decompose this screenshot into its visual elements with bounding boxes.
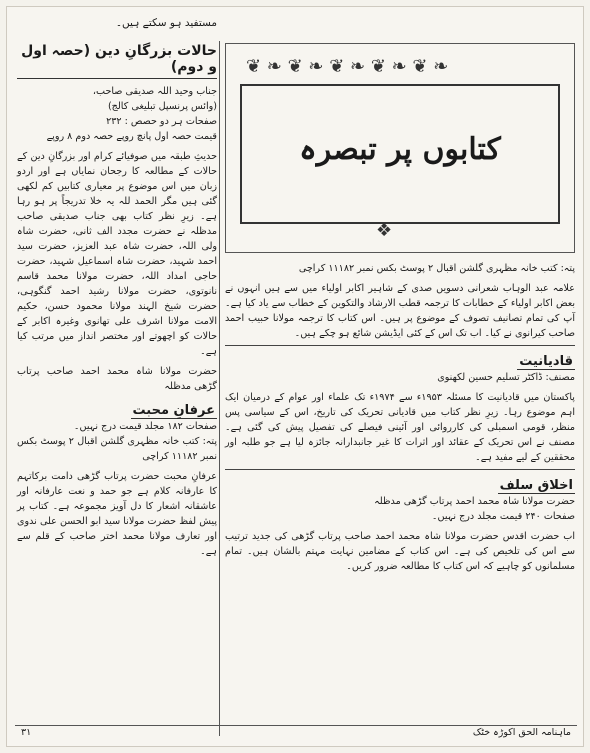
akhlaq-author: حضرت مولانا شاہ محمد احمد پرتاب گڑھی مدظلہ [374,496,575,507]
author-line: جناب وحید اللہ صدیقی صاحب، [92,86,217,97]
address-line: پتہ: کتب خانہ مظہری گلشن اقبال ۲ پوسٹ بکس نمبر ۱۱۱۸۲ کراچی [298,263,575,274]
sub-review-heading [17,399,217,419]
sub-review-title: عرفانِ محبت [132,403,215,418]
article-title: حالات بزرگانِ دین (حصہ اول و دوم) [17,43,217,79]
page-footer [15,725,577,740]
qadianiyat-title: قادیانیت [519,354,573,369]
divider [225,345,575,346]
top-note: مستفید ہو سکتے ہیں۔ [115,17,217,29]
left-column [17,43,217,733]
diamond-ornament-icon: ❖ [376,220,393,241]
banner-box [225,43,575,253]
scanned-page [6,6,584,747]
banner-frame [240,84,560,224]
sub-author: حضرت مولانا شاہ محمد احمد صاحب پرتاب گڑھی مدظلہ [17,366,217,392]
pages-line: صفحات ہر دو حصص : ۲۳۲ [106,116,217,127]
section-banner: کتابوں پر تبصرہ [299,132,501,167]
vine-ornament-icon: ❦ ❧ ❦ ❧ ❦ ❧ ❦ ❧ ❦ ❧ [246,56,449,77]
akhlaq-title: اخلاق سلف [499,478,573,493]
divider-2 [225,469,575,470]
sub-pages: صفحات ۱۸۲ مجلد قیمت درج نہیں۔ [73,421,217,432]
page-number: ۳۱ [21,727,32,738]
sub-address: پتہ: کتب خانہ مظہری گلشن اقبال ۲ پوسٹ بکس نمبر ۱۱۱۸۲ کراچی [17,436,217,462]
review-paragraph: حدیثِ طبقہ میں صوفیائے کرام اور بزرگانِ دین کے حالات کے مطالعہ کا رجحان نمایاں ہے اور اردو زبان میں اس موضوع پر معیاری کتابیں کم لکھی گئی ہیں مگر الحمد للہ یہ خلا تدریجاً پر ہو رہا ہے۔ زیرِ نظر کتاب بھی جناب صدیقی صاحب مدظلہ نے حضرت مجدد الف ثانی، حضرت شاہ ولی اللہ، حضرت شاہ عبد العزیز، حضرت سید احمد شہید، حضرت شاہ اسماعیل شہید، حضرت حاجی امداد اللہ، حضرت مولانا محمد قاسم نانوتوی، حضرت مولانا رشید احمد گنگوہی، حضرت شیخ الہند مولانا محمود حسن، حکیم الامت مولانا اشرف علی تھانوی وغیرہ اکابر کے حالات کو اچھوتے اور مختصر انداز میں مرتب کیا ہے۔ [17,151,217,357]
author-role: (وائس پرنسپل تبلیغی کالج) [107,101,217,112]
qadianiyat-paragraph: پاکستان میں قادیانیت کا مسئلہ ۱۹۵۳ء سے ۱۹۷۴ء تک علماء اور عوام کے درمیان ایک اہم موضوع رہا۔ زیرِ نظر کتاب میں قادیانی تحریک کی تاریخ، اس کے سیاسی پس منظر، قومی اسمبلی کی کارروائی اور آئینی فیصلے کی تفصیل پیش کی گئی ہے۔ مصنف نے اس تحریک کے عقائد اور اثرات کا غیر جانبدارانہ جائزہ لیا ہے جو طلبہ اور محققین کے لیے مفید ہے۔ [225,392,575,463]
price-line: قیمت حصہ اول پانچ روپے حصہ دوم ۸ روپے [46,131,217,142]
qadianiyat-author: مصنف: ڈاکٹر تسلیم حسین لکھنوی [437,372,575,383]
sub-paragraph: عرفانِ محبت حضرت پرتاب گڑھی دامت برکاتہم کا عارفانہ کلام ہے جو حمد و نعت عارفانہ اور عاشقانہ اشعار کا دل آویز مجموعہ ہے۔ کتاب پر پیش لفظ حضرت مولانا سید ابو الحسن علی ندوی اور تعارف مولانا محمد اختر صاحب کے قلم سے ہے۔ [17,471,217,557]
qadianiyat-heading [225,350,575,370]
publication-name: ماہنامہ الحق اکوڑہ خٹک [472,727,571,738]
review-paragraph-right: علامہ عبد الوہاب شعرانی دسویں صدی کے شاہیر اکابر اولیاء میں سے ہیں انہوں نے بعض اکابر اولیاء کے خطابات کا ترجمہ قطب الارشاد والتکوین کے خطاب سے یاد کیا ہے۔ آپ کی تمام تصانیف تصوف کے موضوع پر ہیں۔ اس کتاب کا ترجمہ مولانا حبیب احمد صاحب کیرانوی نے کیا۔ اب تک اس کے کئی ایڈیشن شائع ہو چکے ہیں۔ [225,283,575,339]
akhlaq-heading [225,474,575,494]
akhlaq-pages: صفحات ۲۴۰ قیمت مجلد درج نہیں۔ [431,511,575,522]
right-column [225,43,575,733]
akhlaq-paragraph: اب حضرت اقدس حضرت مولانا شاہ محمد احمد صاحب پرتاب گڑھی کی جدید ترتیب سے اس کی تلخیص کی ہے۔ اس کتاب کے مضامین نہایت مہتم بالشان ہیں۔ تمام مسلمانوں کو چاہیے کہ اس کتاب کا مطالعہ ضرور کریں۔ [225,531,575,572]
column-divider [219,41,220,736]
